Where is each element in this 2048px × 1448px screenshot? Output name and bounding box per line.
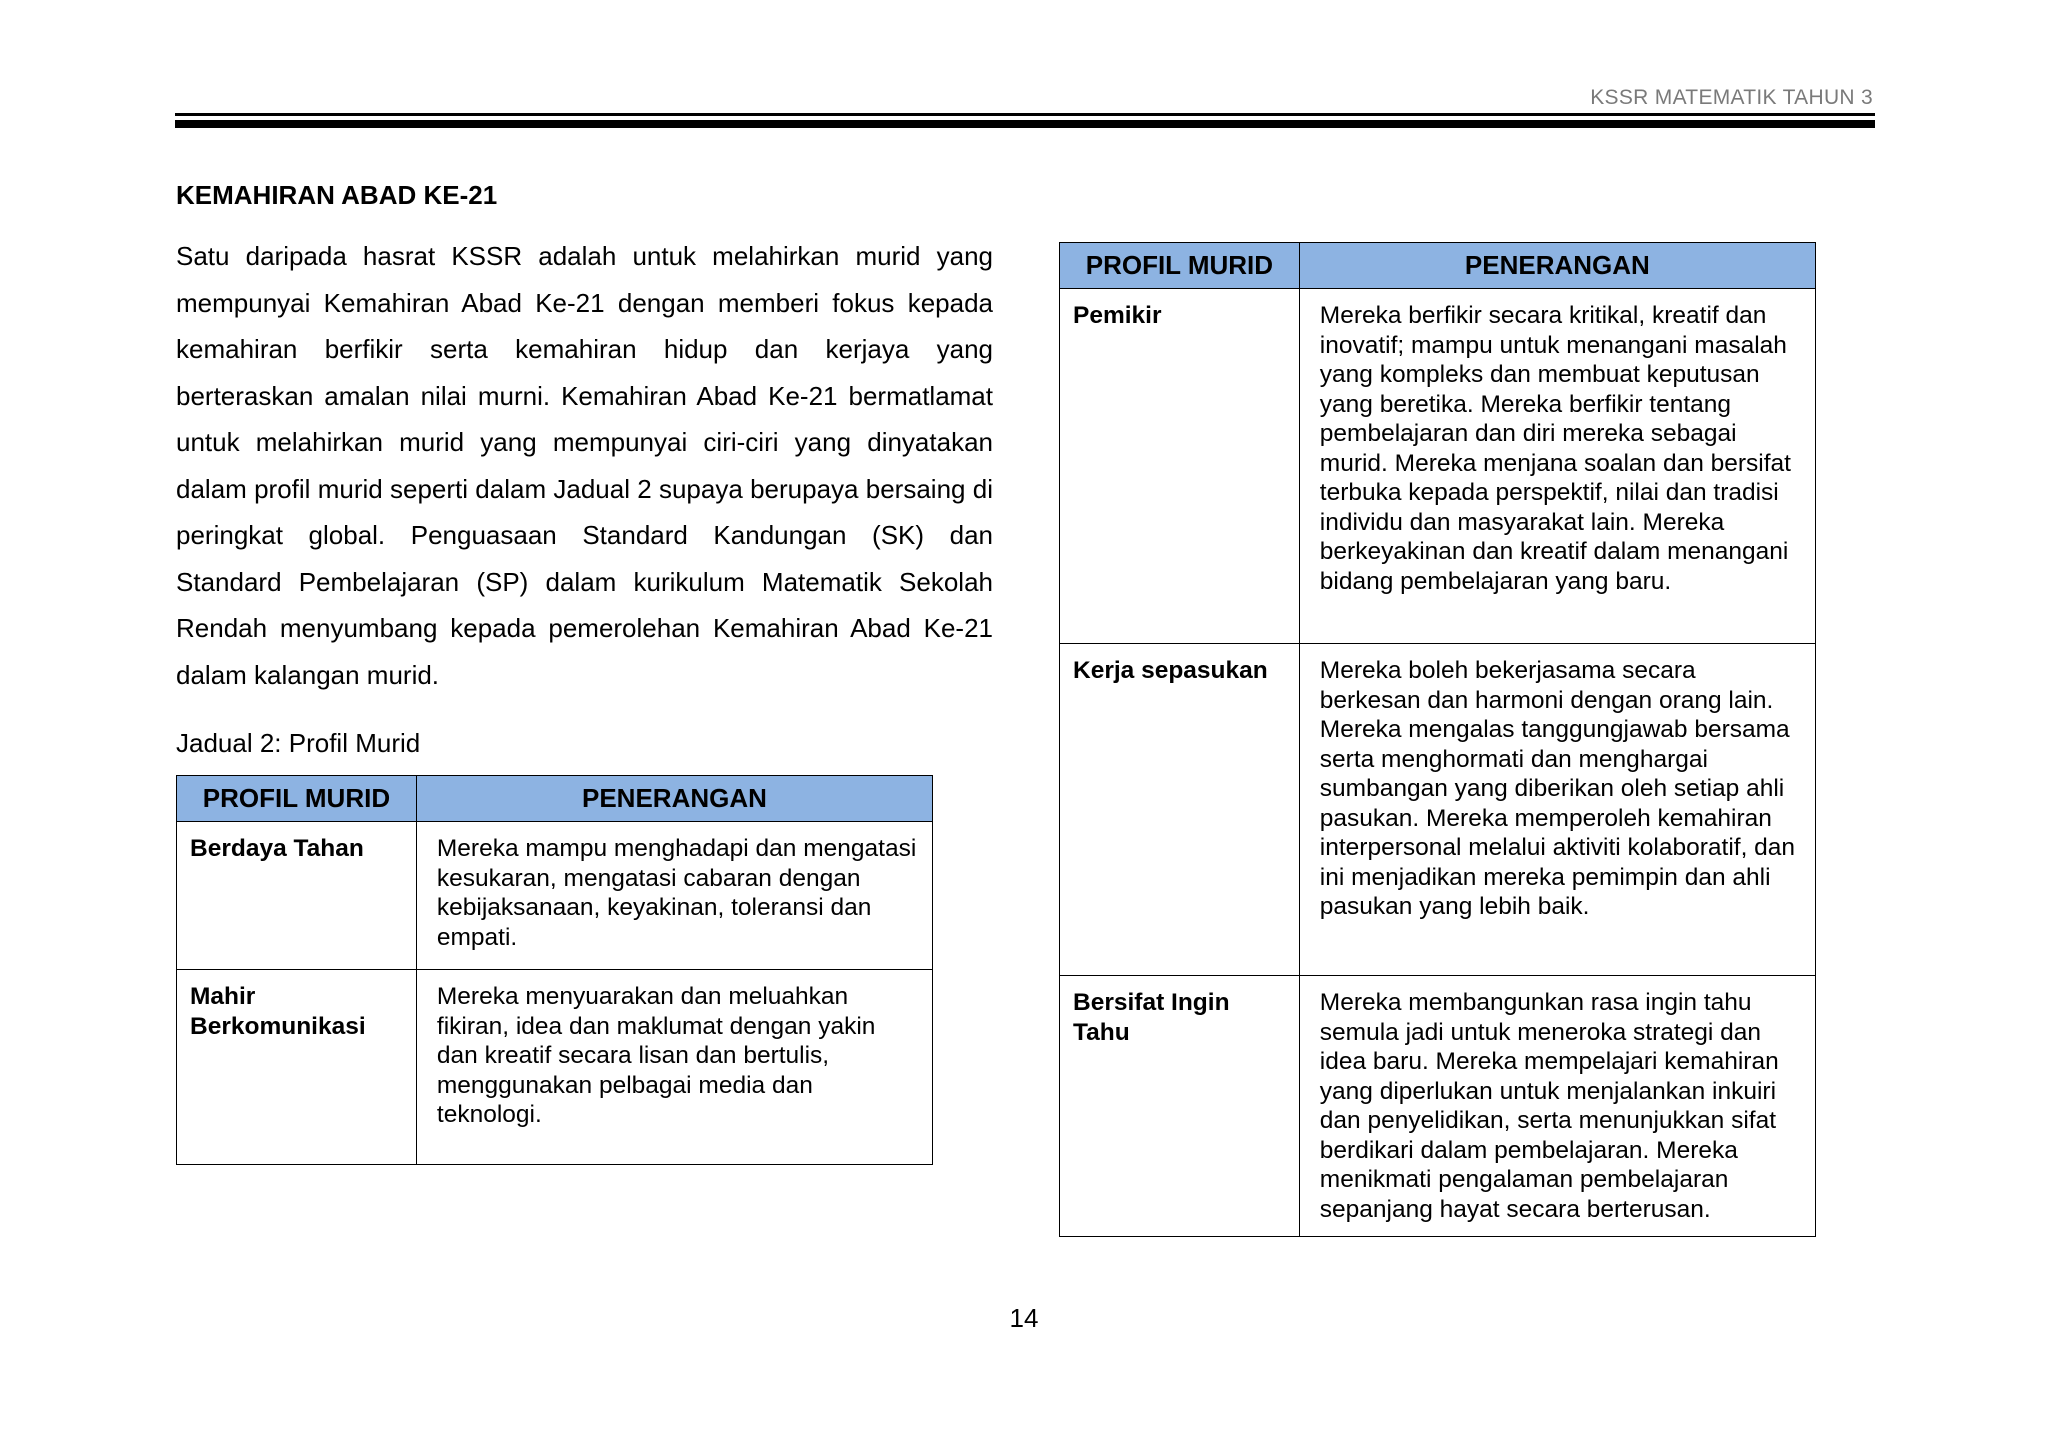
header-penerangan: PENERANGAN (1299, 243, 1815, 289)
intro-paragraph: Satu daripada hasrat KSSR adalah untuk melahirkan murid yang mempunyai Kemahiran Abad Ke-21 dengan memberi fokus kepada kemahiran berfikir serta kemahiran hidup dan kerjaya yang berteraskan amalan nilai murni. Kemahiran Abad Ke-21 bermatlamat untuk melahirkan murid yang mempunyai ciri-ciri yang dinyatakan dalam profil murid seperti dalam Jadual 2 supaya berupaya bersaing di peringkat global. Penguasaan Standard Kandungan (SK) dan Standard Pembelajaran (SP) dalam kurikulum Matematik Sekolah Rendah menyumbang kepada pemerolehan Kemahiran Abad Ke-21 dalam kalangan murid. (176, 241, 993, 690)
table-row (1060, 976, 1816, 1237)
profile-name: Kerja sepasukan (1060, 644, 1300, 976)
table-header-row (1060, 243, 1816, 289)
profile-description: Mereka berfikir secara kritikal, kreatif dan inovatif; mampu untuk menangani masalah yang kompleks dan membuat keputusan yang beretika. Mereka berfikir tentang pembelajaran dan diri mereka sebagai murid. Mereka menjana soalan dan bersifat terbuka kepada perspektif, nilai dan tradisi individu dan masyarakat lain. Mereka berkeyakinan dan kreatif dalam menangani bidang pembelajaran yang baru. (1299, 289, 1815, 644)
header-profil-murid: PROFIL MURID (1060, 243, 1300, 289)
running-header: KSSR MATEMATIK TAHUN 3 (1590, 86, 1873, 109)
profile-description: Mereka membangunkan rasa ingin tahu semula jadi untuk meneroka strategi dan idea baru. Mereka mempelajari kemahiran yang diperlukan untuk menjalankan inkuiri dan penyelidikan, serta menunjukkan sifat berdikari dalam pembelajaran. Mereka menikmati pengalaman pembelajaran sepanjang hayat secara berterusan. (1299, 976, 1815, 1237)
table-row (177, 970, 933, 1165)
page-number: 14 (1009, 1303, 1039, 1333)
profile-name: Pemikir (1060, 289, 1300, 644)
profil-murid-table-right (1059, 242, 1816, 1237)
profile-name: Bersifat Ingin Tahu (1060, 976, 1300, 1237)
table-row (177, 822, 933, 970)
profil-murid-table-left (176, 775, 933, 1165)
table-row (1060, 289, 1816, 644)
section-title: KEMAHIRAN ABAD KE-21 (176, 180, 498, 210)
profile-name: Berdaya Tahan (177, 822, 417, 970)
table-caption: Jadual 2: Profil Murid (176, 728, 421, 758)
profile-name: Mahir Berkomunikasi (177, 970, 417, 1165)
profile-description: Mereka menyuarakan dan meluahkan fikiran, idea dan maklumat dengan yakin dan kreatif secara lisan dan bertulis, menggunakan pelbagai media dan teknologi. (416, 970, 932, 1165)
header-penerangan: PENERANGAN (416, 776, 932, 822)
header-rule-thin (175, 113, 1875, 116)
profile-description: Mereka mampu menghadapi dan mengatasi kesukaran, mengatasi cabaran dengan kebijaksanaan, keyakinan, toleransi dan empati. (416, 822, 932, 970)
table-row (1060, 644, 1816, 976)
profile-description: Mereka boleh bekerjasama secara berkesan dan harmoni dengan orang lain. Mereka mengalas tanggungjawab bersama serta menghormati dan menghargai sumbangan yang diberikan oleh setiap ahli pasukan. Mereka memperoleh kemahiran interpersonal melalui aktiviti kolaboratif, dan ini menjadikan mereka pemimpin dan ahli pasukan yang lebih baik. (1299, 644, 1815, 976)
header-profil-murid: PROFIL MURID (177, 776, 417, 822)
header-rule-thick (175, 120, 1875, 128)
table-header-row (177, 776, 933, 822)
